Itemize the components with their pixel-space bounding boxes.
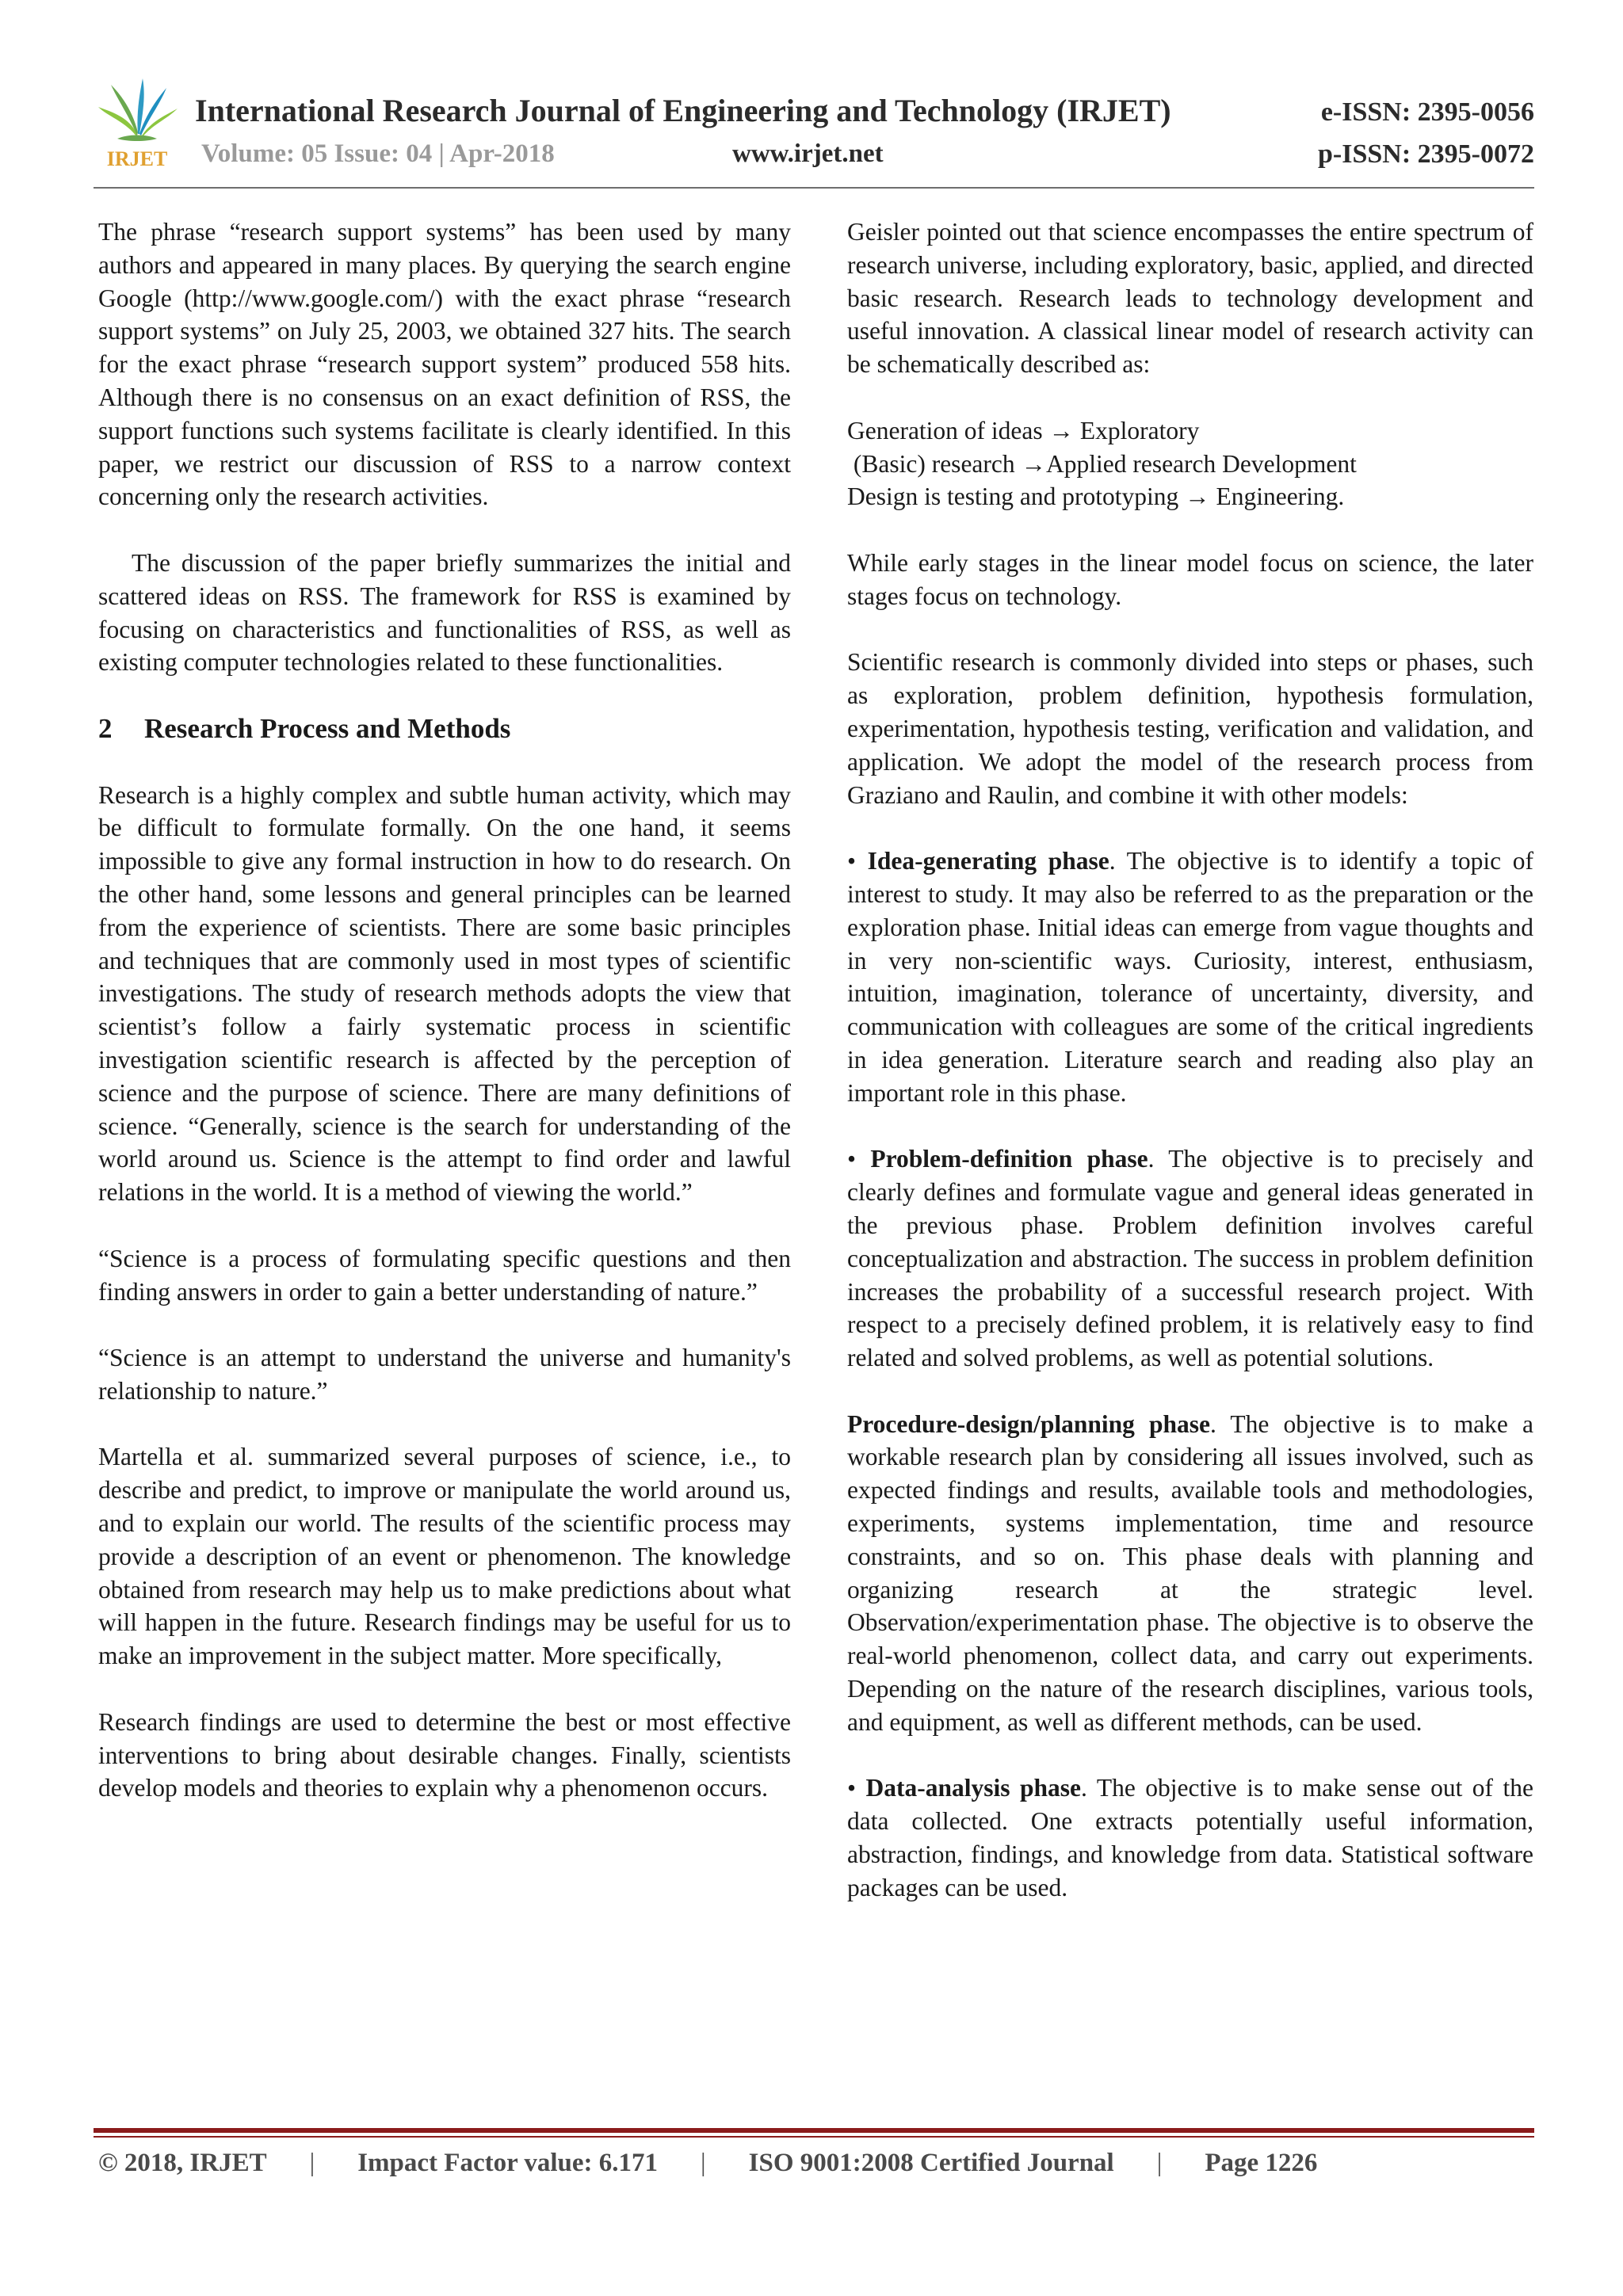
phase-problem-definition (847, 1142, 1533, 1375)
phase-procedure-design (847, 1408, 1533, 1739)
phase-title: Data-analysis phase (865, 1774, 1082, 1802)
paragraph-rss-phrase: The phrase “research support systems” has been used by many authors and appeared in many places. By querying the search engine Google (http://www.google.com/) with the exact phrase “research support systems” on July 25, 2003, we obtained 327 hits. The search for the exact phrase “research support system” produced 558 hits. Although there is no consensus on an exact definition of RSS, the support functions such systems facilitate is clearly identified. In this paper, we restrict our discussion of RSS to a narrow context concerning only the research activities. (98, 218, 791, 511)
left-column (98, 215, 791, 1838)
header-divider (94, 187, 1534, 189)
logo-text: IRJET (106, 147, 168, 170)
footer-iso: ISO 9001:2008 Certified Journal (748, 2149, 1114, 2177)
phase-idea-generating (847, 845, 1533, 1109)
footer-divider (94, 2128, 1534, 2133)
linear-model-line: Design is testing and prototyping → Engineering. (847, 482, 1345, 511)
paragraph-discussion-summary: The discussion of the paper briefly summarizes the initial and scattered ideas on RSS. The framework for RSS is examined by focusing on characteristics and functionalities of RSS, as well as existing computer technologies related to these functionalities. (98, 548, 791, 677)
phase-text: . The objective is to make sense out of the data collected. One extracts potentially useful information, abstraction, findings, and knowledge from data. Statistical software packages can be used. (847, 1774, 1533, 1901)
footer-divider-thin (94, 2136, 1534, 2138)
irjet-logo-icon (94, 75, 181, 170)
bullet-icon: • (847, 847, 868, 875)
paragraph-research-steps: Scientific research is commonly divided into steps or phases, such as exploration, problem definition, hypothesis formulation, experimentation, hypothesis testing, verification and validation, and application. We adopt the model of the research process from Graziano and Raulin, and combine it with other models: (847, 648, 1533, 809)
page-footer (98, 2149, 1317, 2178)
linear-model-block (847, 414, 1533, 513)
phase-data-analysis (847, 1772, 1533, 1904)
section-number: 2 (98, 712, 113, 744)
footer-separator: | (701, 2149, 706, 2177)
e-issn: e-ISSN: 2395-0056 (1320, 97, 1534, 127)
footer-impact-factor: Impact Factor value: 6.171 (357, 2149, 659, 2177)
paragraph-early-stages: While early stages in the linear model focus on science, the later stages focus on technology. (847, 548, 1533, 610)
footer-separator: | (1156, 2149, 1163, 2177)
paragraph-purposes-of-science: Martella et al. summarized several purposes of science, i.e., to describe and predict, to improve or manipulate the world around us, and to explain our world. The results of the scientific process may provide a description of an event or phenomenon. The knowledge obtained from research may help us to make predictions about what will happen in the future. Research findings may be useful for us to make an improvement in the subject matter. More specifically, (98, 1443, 791, 1670)
linear-model-line: Generation of ideas → Exploratory (847, 416, 1200, 444)
footer-separator: | (309, 2149, 315, 2177)
paragraph-research-findings: Research findings are used to determine the best or most effective interventions to bring about desirable changes. Finally, scientists develop models and theories to explain why a phenomenon occurs. (98, 1707, 791, 1802)
quote-science-process: “Science is a process of formulating specific questions and then finding answers in order to gain a better understanding of nature.” (98, 1244, 791, 1306)
phase-text: . The objective is to identify a topic of interest to study. It may also be referred to as the preparation or the exploration phase. Initial ideas can emerge from vague thoughts and in very non-scientific ways. Curiosity, interest, enthusiasm, intuition, imagination, tolerance of uncertainty, diversity, and communication with colleagues are some of the critical ingredients in idea generation. Literature search and reading also play an important role in this phase. (847, 847, 1534, 1107)
paragraph-geisler: Geisler pointed out that science encompasses the entire spectrum of research universe, including exploratory, basic, applied, and directed basic research. Research leads to technology development and useful innovation. A classical linear model of research activity can be schematically described as: (847, 218, 1533, 379)
journal-title: International Research Journal of Engineering and Technology (IRJET) (195, 93, 1171, 128)
paragraph-research-activity: Research is a highly complex and subtle human activity, which may be difficult to formulate formally. On the one hand, it seems impossible to give any formal instruction in how to do research. On the other hand, some lessons and general principles can be learned from the experience of scientists. There are some basic principles and techniques that are commonly used in most types of scientific investigations. The study of research methods adopts the view that scientist’s follow a fairly systematic process in scientific investigation scientific research is affected by the perception of science and the purpose of science. There are many definitions of science. “Generally, science is the search for understanding of the world around us. Science is the attempt to find order and lawful relations in the world. It is a method of viewing the world.” (98, 780, 791, 1207)
page-header (0, 0, 1623, 198)
bullet-icon: • (847, 1145, 871, 1173)
p-issn: p-ISSN: 2395-0072 (1318, 139, 1534, 169)
section-title: Research Process and Methods (144, 712, 511, 744)
quote-science-attempt: “Science is an attempt to understand the universe and humanity's relationship to nature.” (98, 1344, 791, 1405)
phase-title: Idea-generating phase (867, 847, 1109, 875)
right-column (847, 215, 1533, 1937)
bullet-icon: • (847, 1774, 866, 1802)
section-heading (98, 712, 791, 746)
footer-copyright: © 2018, IRJET (98, 2149, 267, 2177)
phase-text: . The objective is to precisely and clearly defines and formulate vague and general ideas generated in the previous phase. Problem definition involves careful conceptualization and abstraction. The success in problem definition increases the probability of a successful research project. With respect to a precisely defined problem, it is relatively easy to find related and solved problems, as well as potential solutions. (847, 1145, 1533, 1372)
volume-issue: Volume: 05 Issue: 04 | Apr-2018 (201, 139, 555, 168)
phase-text: . The objective is to make a workable research plan by considering all issues involved, such as expected findings and results, available tools and methodologies, experiments, systems implementation, time and resource constraints, and so on. This phase deals with planning and organizing research at the strategic level. Observation/experimentation phase. The objective is to observe the real-world phenomenon, collect data, and carry out experiments. Depending on the nature of the research disciplines, various tools, and equipment, as well as different methods, can be used. (847, 1409, 1533, 1736)
phase-title: Problem-definition phase (870, 1145, 1148, 1173)
phase-title: Procedure-design/planning phase (847, 1409, 1211, 1438)
linear-model-line: (Basic) research →Applied research Development (847, 449, 1357, 478)
journal-website[interactable]: www.irjet.net (732, 139, 884, 168)
footer-page-number: Page 1226 (1205, 2149, 1318, 2177)
